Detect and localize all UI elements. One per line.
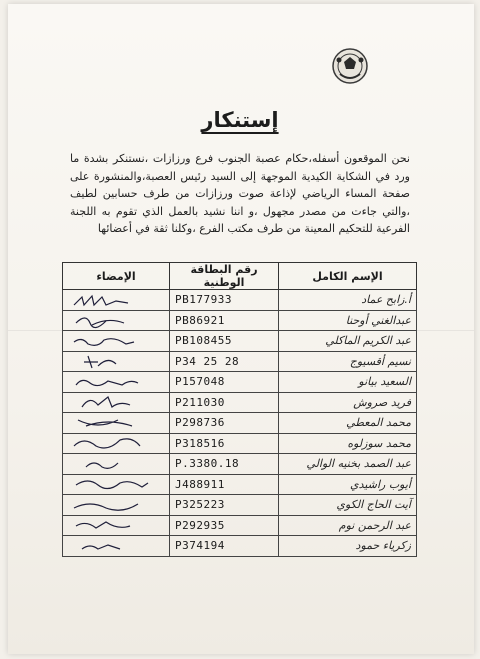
signature-cell: [63, 433, 170, 454]
handwritten-signature: [68, 373, 164, 391]
signature-cell: [63, 310, 170, 331]
table-row: [63, 454, 417, 475]
football-club-emblem-icon: [330, 46, 370, 86]
table-row: [63, 372, 417, 393]
signature-cell: [63, 413, 170, 434]
national-id-cell: PB108455: [170, 331, 279, 352]
national-id-cell: PB177933: [170, 290, 279, 311]
full-name-cell: نسيم أقسيوج: [279, 351, 417, 372]
signature-cell: [63, 474, 170, 495]
signature-cell: [63, 515, 170, 536]
handwritten-signature: [68, 496, 164, 514]
handwritten-signature: [68, 291, 164, 309]
full-name-cell: عبد الكريم الماكلي: [279, 331, 417, 352]
signature-cell: [63, 392, 170, 413]
table-row: [63, 413, 417, 434]
full-name-cell: آيت الحاج الكوي: [279, 495, 417, 516]
signature-cell: [63, 372, 170, 393]
table-header-row: [63, 263, 417, 290]
handwritten-signature: [68, 537, 164, 555]
table-row: [63, 536, 417, 557]
handwritten-signature: [68, 455, 164, 473]
full-name-cell: أيوب راشيدي: [279, 474, 417, 495]
table-row: [63, 351, 417, 372]
national-id-cell: P211030: [170, 392, 279, 413]
national-id-cell: P157048: [170, 372, 279, 393]
national-id-cell: P318516: [170, 433, 279, 454]
national-id-cell: P34 25 28: [170, 351, 279, 372]
table-row: [63, 331, 417, 352]
signature-cell: [63, 454, 170, 475]
signature-cell: [63, 331, 170, 352]
table-row: [63, 515, 417, 536]
document-body: نحن الموقعون أسفله،حكام عصبة الجنوب فرع ورزازات ،نستنكر بشدة ما ورد في الشكاية الكيدية الموجهة إلى السيد رئيس العصبة،والمنشورة على صفحة المساء الرياضي لإذاعة صوت ورزازات من طرف حسابين لطيف ،والتي جاءت من مصدر مجهول ،و اننا نشيد بالعمل الذي تقوم به اللجنة الفرعية للتحكيم المعينة من طرف مكتب الفرع ،وكلنا ثقة في أعضائها: [70, 152, 410, 235]
signatures-table-body: [63, 290, 417, 557]
full-name-cell: أ.زابح عماد: [279, 290, 417, 311]
national-id-cell: P292935: [170, 515, 279, 536]
table-row: [63, 433, 417, 454]
national-id-cell: PB86921: [170, 310, 279, 331]
handwritten-signature: [68, 414, 164, 432]
handwritten-signature: [68, 475, 164, 493]
header-signature: الإمضاء: [63, 263, 170, 290]
handwritten-signature: [68, 434, 164, 452]
national-id-cell: P.3380.18: [170, 454, 279, 475]
handwritten-signature: [68, 393, 164, 411]
header-full-name: الإسم الكامل: [279, 263, 417, 290]
full-name-cell: محمد سوزلوه: [279, 433, 417, 454]
national-id-cell: P325223: [170, 495, 279, 516]
full-name-cell: السعيد بيانو: [279, 372, 417, 393]
table-row: [63, 310, 417, 331]
table-row: [63, 392, 417, 413]
handwritten-signature: [68, 516, 164, 534]
full-name-cell: عبد الصمد بخنيه الوالي: [279, 454, 417, 475]
full-name-cell: فريد صروش: [279, 392, 417, 413]
signature-cell: [63, 495, 170, 516]
full-name-cell: عبدالغني أوحنا: [279, 310, 417, 331]
document-title: إستنكار: [201, 108, 279, 132]
handwritten-signature: [68, 332, 164, 350]
handwritten-signature: [68, 311, 164, 329]
national-id-cell: P298736: [170, 413, 279, 434]
table-row: [63, 290, 417, 311]
signature-cell: [63, 351, 170, 372]
signature-cell: [63, 290, 170, 311]
full-name-cell: محمد المعطي: [279, 413, 417, 434]
full-name-cell: عبد الرحمن نوم: [279, 515, 417, 536]
national-id-cell: P374194: [170, 536, 279, 557]
full-name-cell: زكرياء حمود: [279, 536, 417, 557]
table-row: [63, 474, 417, 495]
signature-cell: [63, 536, 170, 557]
national-id-cell: J488911: [170, 474, 279, 495]
header-national-id: رقم البطاقة الوطنية: [170, 263, 279, 290]
signatures-table: [62, 262, 417, 557]
table-row: [63, 495, 417, 516]
handwritten-signature: [68, 352, 164, 370]
